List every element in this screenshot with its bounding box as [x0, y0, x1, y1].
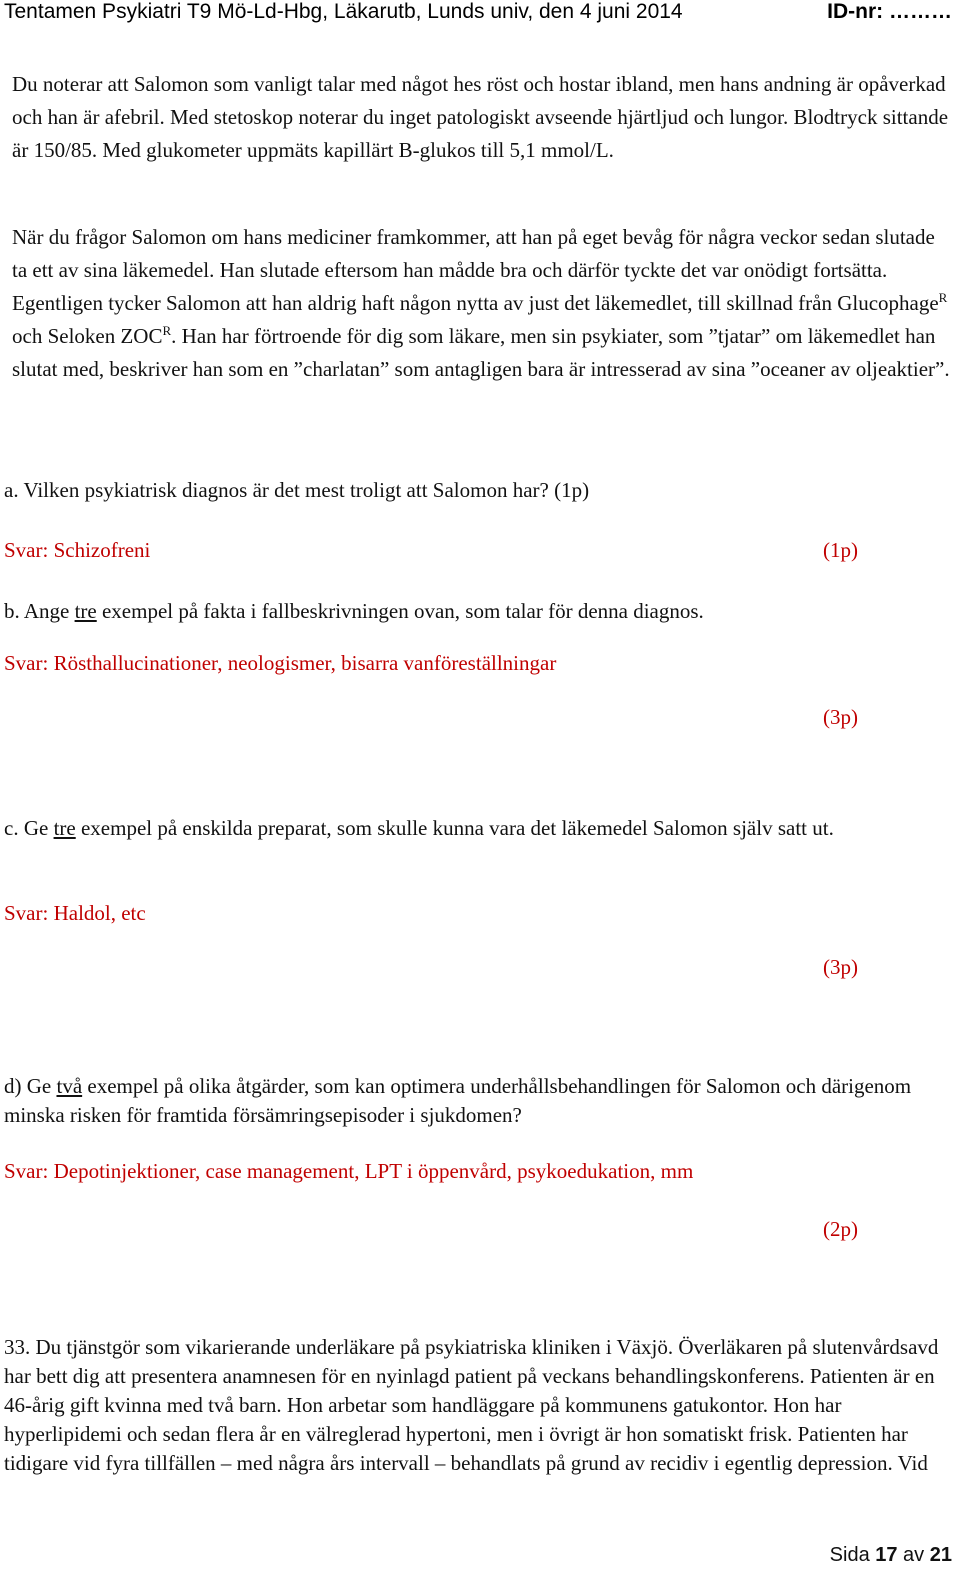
case-paragraph-2 — [12, 221, 952, 386]
points-c: (3p) — [823, 955, 858, 979]
question-a: a. Vilken psykiatrisk diagnos är det mest troligt att Salomon har? (1p) — [4, 478, 590, 502]
points-d: (2p) — [823, 1217, 858, 1241]
question-33: 33. Du tjänstgör som vikarierande underläkare på psykiatriska kliniken i Växjö. Överläkaren på slutenvårdsavd har bett dig att presentera anamnesen för en nyinlagd patient på veckans behandlingskonferens. Patienten är en 46-årig gift kvinna med två barn. Hon arbetar som handläggare på kommunens gatukontor. Hon har hyperlipidemi och sedan flera år en välreglerad hypertoni, men i övrigt är hon somatiskt frisk. Patienten har tidigare vid fyra tillfällen – med några års intervall – behandlats på grund av recidiv i egentlig depression. Vid — [4, 1335, 939, 1475]
question-b-post: exempel på fakta i fallbeskrivningen ovan, som talar för denna diagnos. — [96, 599, 704, 623]
question-c-emphasis: tre — [53, 816, 76, 840]
answer-d: Svar: Depotinjektioner, case management, LPT i öppenvård, psykoedukation, mm — [4, 1159, 694, 1183]
page-header — [0, 0, 960, 30]
question-c-post: exempel på enskilda preparat, som skulle kunna vara det läkemedel Salomon själv satt ut. — [75, 816, 834, 840]
question-c-pre: c. Ge — [4, 816, 54, 840]
current-page: 17 — [875, 1544, 898, 1566]
exam-title: Tentamen Psykiatri T9 Mö-Ld-Hbg, Läkarutb, Lunds univ, den 4 juni 2014 — [4, 0, 683, 23]
points-b: (3p) — [823, 705, 858, 729]
id-number-field: ID-nr: ……… — [827, 0, 952, 23]
registered-mark: R — [162, 323, 172, 338]
page-prefix: Sida — [829, 1544, 876, 1566]
question-b — [4, 597, 949, 626]
registered-mark: R — [938, 290, 948, 305]
case-paragraph-2-text-1: När du frågor Salomon om hans mediciner framkommer, att han på eget bevåg för några veckor sedan slutade ta ett av sina läkemedel. Han slutade eftersom han mådde bra och därför tyckte det var onödigt fortsätta. Egentligen tycker Salomon att han aldrig haft någon nytta av just det läkemedlet, till skillnad från Glucophage — [12, 225, 939, 315]
question-d-emphasis: två — [56, 1074, 83, 1098]
page-separator: av — [897, 1544, 930, 1566]
question-c — [4, 814, 949, 843]
answer-c: Svar: Haldol, etc — [4, 901, 146, 925]
question-d-pre: d) Ge — [4, 1074, 57, 1098]
question-b-emphasis: tre — [74, 599, 97, 623]
answer-b: Svar: Rösthallucinationer, neologismer, bisarra vanföreställningar — [4, 651, 557, 675]
question-d-post: exempel på olika åtgärder, som kan optimera underhållsbehandlingen för Salomon och därigenom minska risken för framtida försämringsepisoder i sjukdomen? — [4, 1074, 912, 1127]
page-number — [830, 1544, 952, 1567]
case-paragraph-2-text-3: . Han har förtroende för dig som läkare, men sin psykiater, som ”tjatar” om läkemedlet han slutat med, beskriver han som en ”charlatan” som antagligen bara är intresserad av sina ”oceaner av oljeaktier”. — [12, 324, 950, 381]
case-paragraph-2-text-2: och Seloken ZOC — [12, 324, 163, 348]
points-a: (1p) — [823, 538, 858, 562]
question-d — [4, 1072, 949, 1130]
total-pages: 21 — [929, 1544, 952, 1566]
question-b-pre: b. Ange — [4, 599, 75, 623]
answer-a: Svar: Schizofreni — [4, 538, 151, 562]
case-paragraph-1: Du noterar att Salomon som vanligt talar med något hes röst och hostar ibland, men hans andning är opåverkad och han är afebril. Med stetoskop noterar du inget patologiskt avseende hjärtljud och lungor. Blodtryck sittande är 150/85. Med glukometer uppmäts kapillärt B-glukos till 5,1 mmol/L. — [12, 72, 949, 162]
